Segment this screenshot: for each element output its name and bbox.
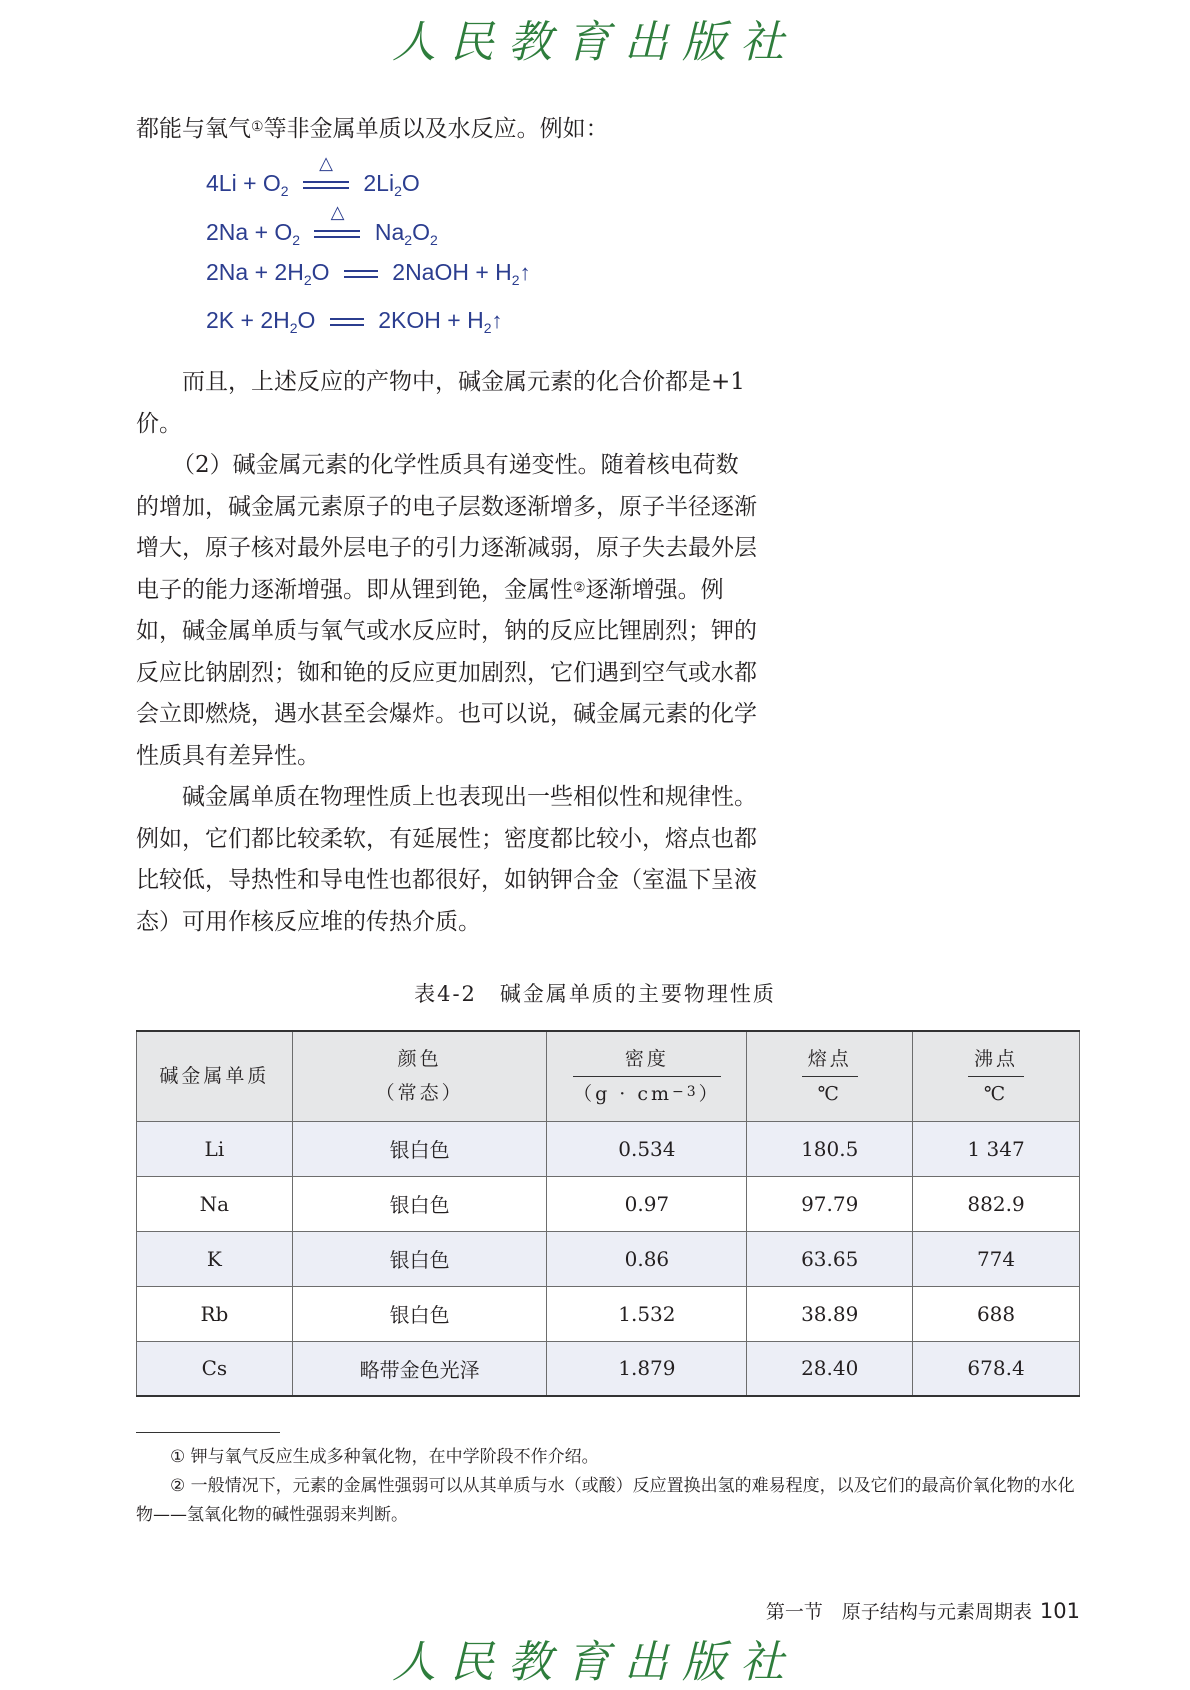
equal-sign (342, 266, 380, 282)
table-row: Rb 银白色 1.532 38.89 688 (137, 1286, 1080, 1341)
equal-sign-heat: △ (301, 177, 351, 193)
paragraph-1: 而且，上述反应的产物中，碱金属元素的化合价都是+1价。 (136, 369, 745, 437)
equal-sign-heat: △ (312, 226, 362, 242)
publisher-logo-top: 人民教育出版社 (392, 17, 798, 68)
equal-sign (328, 314, 366, 330)
equation-1: $4Li + O_2$ △ $2Li_2O$ (206, 152, 420, 199)
table-header-row (137, 1031, 1080, 1121)
table-caption: 表4-2 碱金属单质的主要物理性质 (414, 982, 776, 1006)
footer-section: 第一节 原子结构与元素周期表 (765, 1601, 1032, 1623)
table-row: Na 银白色 0.97 97.79 882.9 (137, 1176, 1080, 1231)
footnote-1: ① 钾与氧气反应生成多种氧化物，在中学阶段不作介绍。 (170, 1447, 599, 1467)
footnote-ref-1[interactable]: ① (251, 119, 264, 135)
gas-arrow-icon: ↑ (519, 260, 531, 285)
header-density: $\frac{\text{密度}}{(g \cdot cm^{-3})}$ (547, 1031, 747, 1121)
publisher-logo-bottom: 人民教育出版社 (392, 1637, 798, 1688)
properties-table (136, 1030, 1080, 1397)
paragraph-3: 碱金属单质在物理性质上也表现出一些相似性和规律性。例如，它们都比较柔软，有延展性；密度都比较小，熔点也都比较低，导热性和导电性也都很好，如钠钾合金（室温下呈液态）可用作核反应堆的传热介质。 (136, 784, 757, 935)
intro-text: 都能与氧气 (136, 116, 251, 142)
equation-4: $2K + 2H_2O$ $2KOH + H_2↑$ (206, 307, 503, 336)
footnote-ref-2[interactable]: ② (573, 579, 586, 596)
table-row: K 银白色 0.86 63.65 774 (137, 1231, 1080, 1286)
footnote-divider (136, 1432, 280, 1433)
footnotes (136, 1443, 1080, 1530)
page-footer (766, 1597, 1080, 1624)
paragraph-2: （2）碱金属元素的化学性质具有递变性。随着核电荷数的增加，碱金属元素原子的电子层数逐渐增多，原子半径逐渐增大，原子核对最外层电子的引力逐渐减弱，原子失去最外层电子的能力逐渐增强。即从锂到铯，金属性②逐渐增强。例如，碱金属单质与氧气或水反应时，钠的反应比锂剧烈；钾的反应比钠剧烈；铷和铯的反应更加剧烈，它们遇到空气或水都会立即燃烧，遇水甚至会爆炸。也可以说，碱金属元素的化学性质具有差异性。 (136, 452, 757, 769)
table-row: Cs 略带金色光泽 1.879 28.40 678.4 (137, 1341, 1080, 1396)
equation-2: $2Na + O_2$ △ $Na_2O_2$ (206, 201, 438, 248)
intro-text-rest: 等非金属单质以及水反应。例如： (263, 116, 609, 142)
header-color: 颜色 （常态） (292, 1031, 547, 1121)
gas-arrow-icon: ↑ (491, 308, 503, 333)
footnote-2: ② 一般情况下，元素的金属性强弱可以从其单质与水（或酸）反应置换出氢的难易程度，以及它们的最高价氧化物的水化物——氢氧化物的碱性强弱来判断。 (136, 1476, 1075, 1525)
table-row: Li 银白色 0.534 180.5 1 347 (137, 1121, 1080, 1176)
equation-3: $2Na + 2H_2O$ 2NaOH + $H_2↑$ (206, 259, 531, 288)
header-element: 碱金属单质 (137, 1031, 293, 1121)
header-melting-point: $\frac{\text{熔点}}{℃}$ (747, 1031, 913, 1121)
page-number: 101 (1039, 1599, 1080, 1623)
intro-line (136, 109, 758, 151)
body-text (136, 362, 758, 943)
header-boiling-point: $\frac{\text{沸点}}{℃}$ (913, 1031, 1080, 1121)
